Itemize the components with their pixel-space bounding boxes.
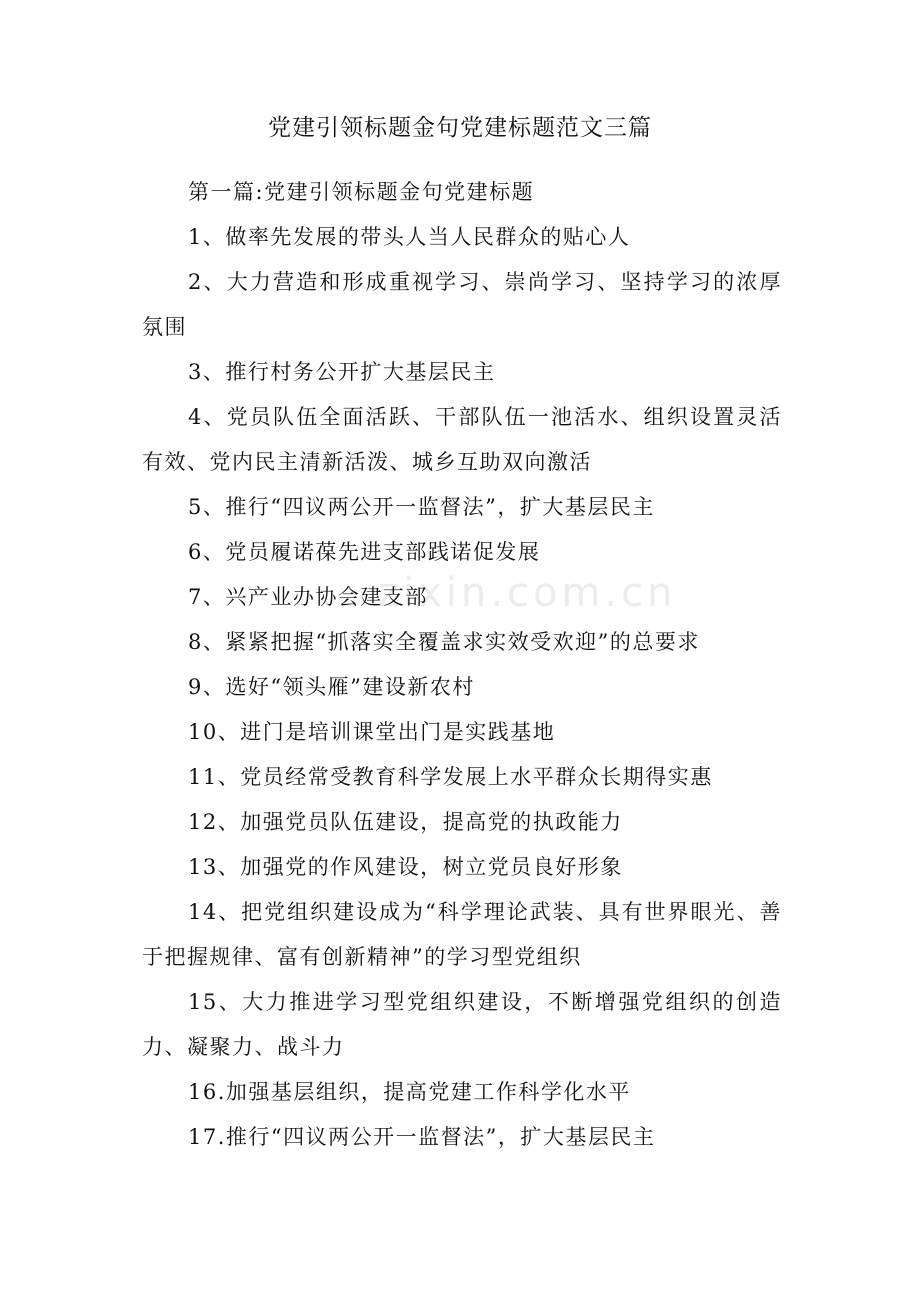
list-item: 11、党员经常受教育科学发展上水平群众长期得实惠 [188,765,713,789]
list-item: 10、进门是培训课堂出门是实践基地 [188,720,556,744]
list-item: 17.推行“四议两公开一监督法”，扩大基层民主 [188,1125,656,1149]
list-item: 1、做率先发展的带头人当人民群众的贴心人 [188,225,631,249]
list-item: 12、加强党员队伍建设，提高党的执政能力 [188,810,623,834]
list-item: 15、大力推进学习型党组织建设，不断增强党组织的创造力、凝聚力、战斗力 [142,990,782,1059]
list-item: 3、推行村务公开扩大基层民主 [188,360,496,384]
document-body [142,170,782,1160]
list-item: 4、党员队伍全面活跃、干部队伍一池活水、组织设置灵活有效、党内民主清新活泼、城乡互助双向激活 [142,405,782,474]
list-item: 14、把党组织建设成为“科学理论武装、具有世界眼光、善于把握规律、富有创新精神”的学习型党组织 [142,900,782,969]
document-title: 党建引领标题金句党建标题范文三篇 [268,115,652,141]
watermark: zixin.com.cn [378,570,677,616]
list-item: 13、加强党的作风建设，树立党员良好形象 [188,855,623,879]
list-item: 6、党员履诺葆先进支部践诺促发展 [188,540,541,564]
list-item: 16.加强基层组织，提高党建工作科学化水平 [188,1080,631,1104]
list-item: 8、紧紧把握“抓落实全覆盖求实效受欢迎”的总要求 [188,630,700,654]
list-item: 9、选好“领头雁”建设新农村 [188,675,475,699]
list-item: 2、大力营造和形成重视学习、崇尚学习、坚持学习的浓厚氛围 [142,270,782,339]
section-heading: 第一篇:党建引领标题金句党建标题 [188,180,535,204]
list-item: 7、兴产业办协会建支部 [188,585,428,609]
list-item: 5、推行“四议两公开一监督法”，扩大基层民主 [188,495,655,519]
